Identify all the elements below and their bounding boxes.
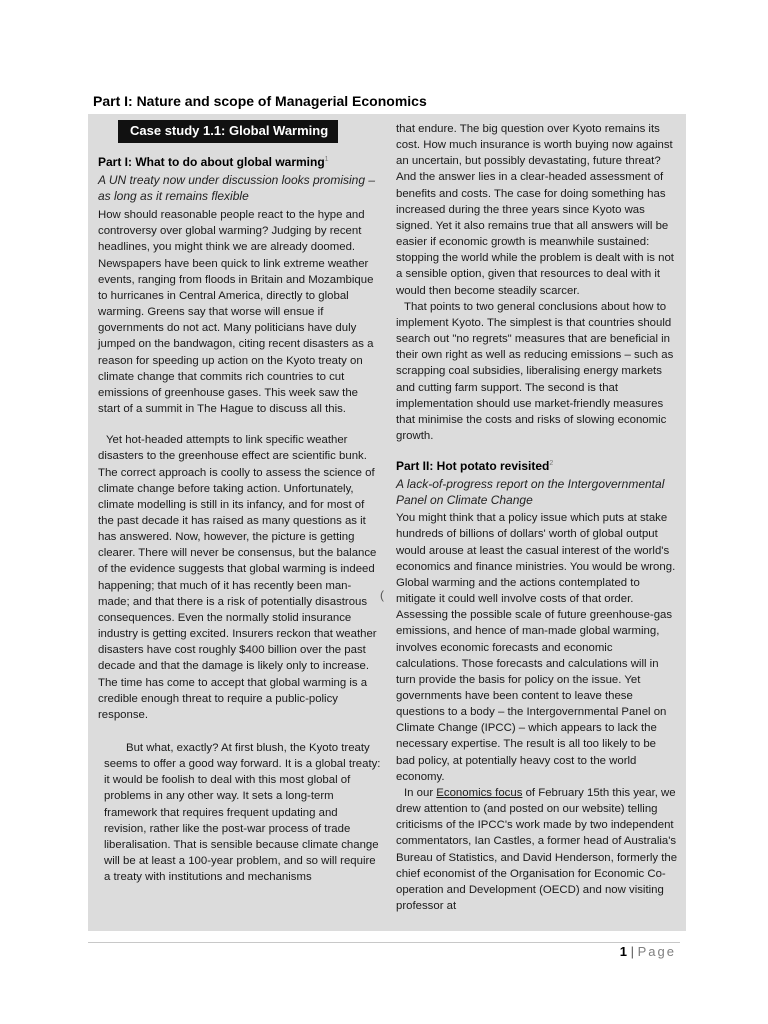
footnote-1: 1 xyxy=(324,156,329,163)
part1-para3: But what, exactly? At first blush, the Kyoto treaty seems to offer a good way forward. It is a global treaty: it would be foolish to deal with this most global of problems in any other way. It sets a long-term framework that requires frequent updating and revision, rather like the post-war process of trade liberalisation. That is sensible because climate change will be at least a 100-year problem, and so will require a treaty with institutions and mechanisms xyxy=(104,742,381,884)
part2-heading: Part II: Hot potato revisited$^2$ xyxy=(396,459,554,474)
page-label: Page xyxy=(637,944,676,959)
scanned-article xyxy=(88,114,686,931)
part1-subtitle: A UN treaty now under discussion looks promising – as long as it remains flexible xyxy=(98,173,376,204)
part1-para2: Yet hot-headed attempts to link specific weather disasters to the greenhouse effect are scientific bunk. The correct approach is coolly to assess the science of climate change before taking action. Unfortunately, climate modelling is still in its infancy, and for most of the past decade it has raised as many questions as it has answered. Now, however, the picture is getting clearer. There will never be consensus, but the balance of the evidence suggests that global warming is indeed happening; that much of it has recently been man-made; and that there is a risk of potentially disastrous consequences. Even the normally stolid insurance industry is getting excited. Insurers reckon that weather disasters have cost roughly $400 billion over the past decade and that the damage is likely only to increase. The time has come to accept that global warming is a credible enough threat to require a public-policy response. xyxy=(98,434,377,721)
footer-separator: | xyxy=(630,944,634,959)
part2-para1: You might think that a policy issue which puts at stake hundreds of billions of dollars' worth of global output would arouse at least the casual interest of the world's economics and finance ministries. You would be wrong. Global warming and the actions contemplated to mitigate it could well involve costs of that order. Assessing the possible scale of future greenhouse-gas emissions, and hence of man-made global warming, involves economic forecasts and economic calculations. Those forecasts and calculations will in turn provide the basis for policy on the issue. Yet governments have been content to leave these questions to a body – the Intergovernmental Panel on Climate Change (IPCC) – which appears to lack the necessary expertise. The result is all too likely to be bad policy, at potentially heavy cost to the world economy. xyxy=(396,512,676,783)
economics-focus-link: Economics focus xyxy=(436,786,523,799)
case-study-title: Case study 1.1: Global Warming xyxy=(118,120,338,143)
part2-para2: In our Economics focus of February 15th this year, we drew attention to (and posted on our website) telling criticisms of the IPCC's work made by two independent commentators, Ian Castles, a former head of Australia's Bureau of Statistics, and David Henderson, formerly the chief economist of the Organisation for Economic Co-operation and Development (OECD) and now visiting professor at xyxy=(396,786,678,913)
footer-rule xyxy=(88,942,680,943)
part1-heading: Part I: What to do about global warming$^1$ xyxy=(98,155,329,169)
part1-para4: that endure. The big question over Kyoto remains its cost. How much insurance is worth buying now against an uncertain, but possibly devastating, future threat? And the answer lies in a clear-headed assessment of benefits and costs. The case for doing something has increased during the three years since Kyoto was signed. Yet it also remains true that all answers will be easier if economic growth is meanwhile sustained: stopping the world while the problem is dealt with is not a sensible option, given that resources to deal with it would then become steadily scarcer. xyxy=(396,123,674,297)
right-column xyxy=(396,114,678,914)
footnote-2: 2 xyxy=(549,460,554,468)
part1-para1: How should reasonable people react to the hype and controversy over global warming? Judging by recent headlines, you might think we are already doomed. Newspapers have been quick to link extreme weather events, ranging from floods in Britain and Mozambique to hurricanes in Central America, directly to global warming. Greens say that worse will ensue if governments do not act. Many politicians have duly jumped on the bandwagon, citing recent disasters as a reason for speeding up action on the Kyoto treaty on climate change that commits rich countries to cut emissions of greenhouse gases. This week saw the start of a summit in The Hague to discuss all this. xyxy=(98,209,374,416)
page-number: 1 xyxy=(619,944,627,959)
page-heading: Part I: Nature and scope of Managerial Economics xyxy=(93,93,427,109)
scan-artifact: ( xyxy=(380,588,384,602)
page-footer xyxy=(620,944,676,959)
part1-para5: That points to two general conclusions about how to implement Kyoto. The simplest is that countries should search out "no regrets" measures that are beneficial in their own right as well as reducing emissions – such as scrapping coal subsidies, liberalising energy markets and cutting farm support. The second is that implementation should use market-friendly measures that minimise the costs and risks of slowing economic growth. xyxy=(396,300,674,442)
left-column xyxy=(98,114,382,885)
part2-subtitle: A lack-of-progress report on the Intergovernmental Panel on Climate Change xyxy=(396,477,665,508)
